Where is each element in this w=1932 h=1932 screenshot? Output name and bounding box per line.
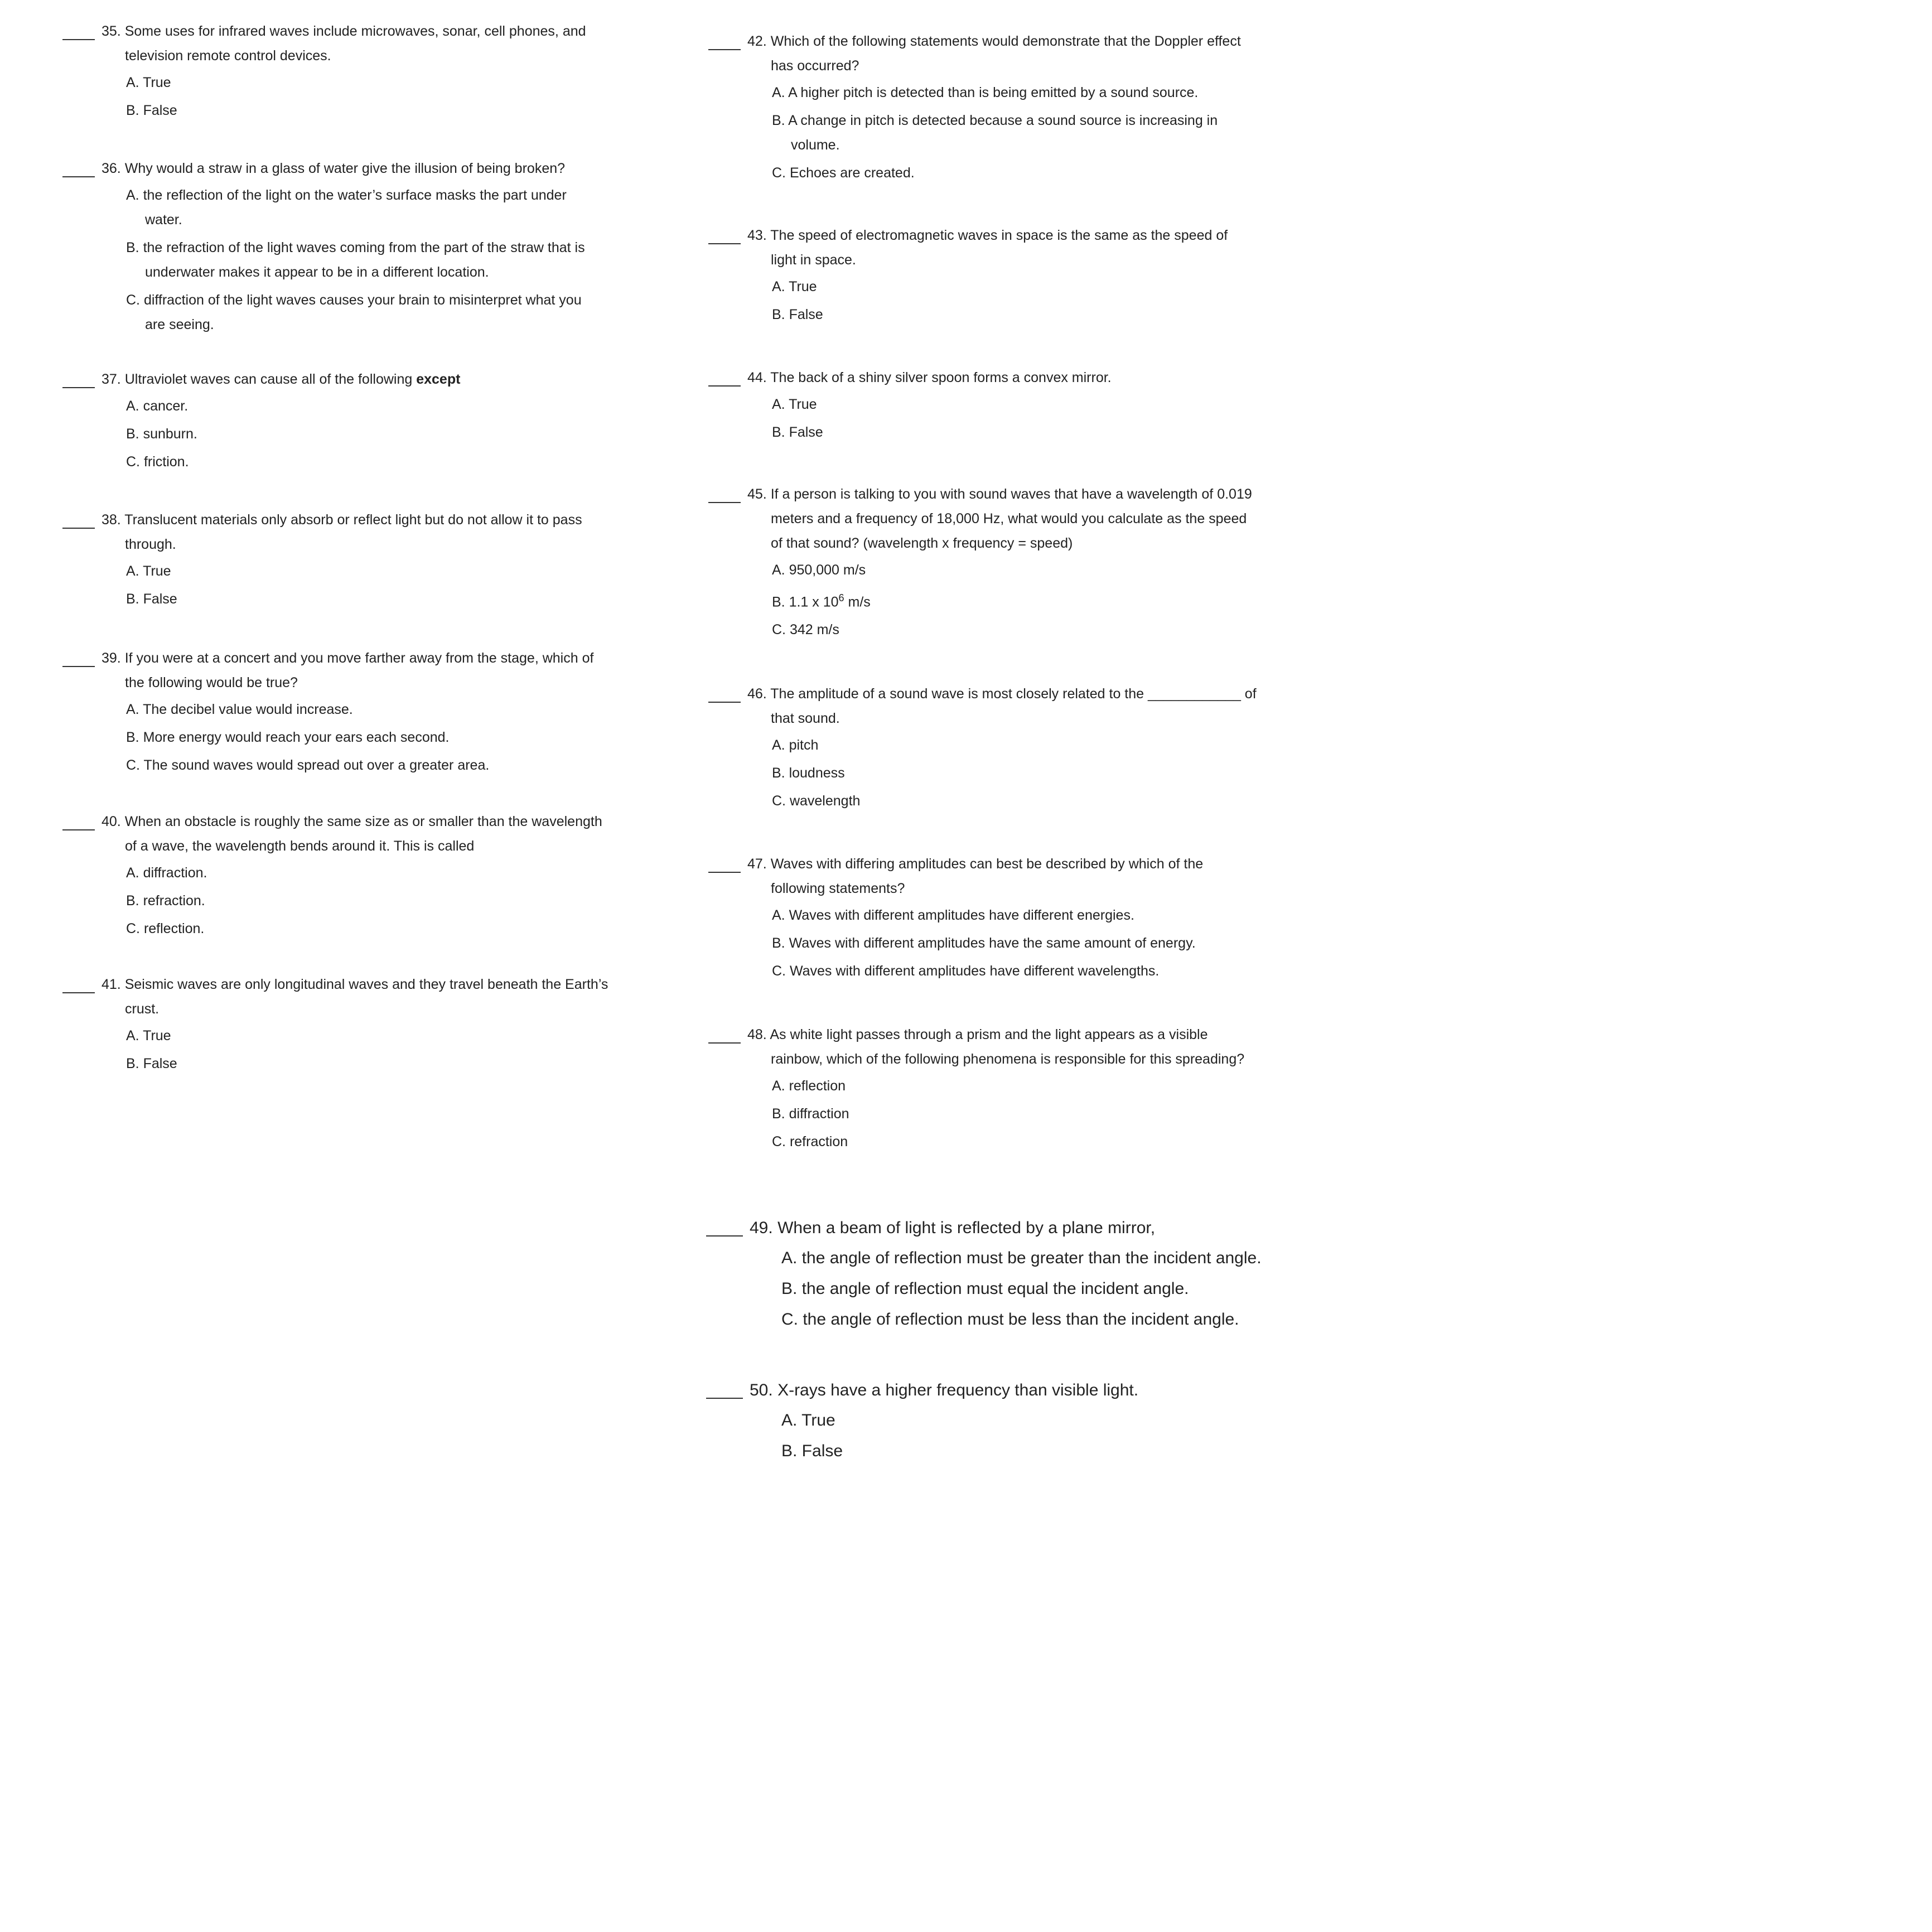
answer-blank[interactable]: [708, 223, 741, 244]
answer-blank[interactable]: [708, 29, 741, 50]
choice-c[interactable]: C. 342 m/s: [772, 622, 839, 638]
stem-line: crust.: [125, 1001, 160, 1017]
answer-blank[interactable]: [708, 482, 741, 503]
question-stem: [708, 852, 1333, 901]
stem-line: The amplitude of a sound wave is most closely related to the ____________ of: [770, 686, 1257, 702]
choice-b[interactable]: [708, 586, 1333, 614]
question-39: [62, 646, 654, 781]
question-number: 40.: [102, 814, 121, 829]
choice-b[interactable]: B. diffraction: [772, 1106, 849, 1122]
question-45: [708, 482, 1333, 645]
question-stem: [62, 508, 654, 557]
stem-line: Some uses for infrared waves include microwaves, sonar, cell phones, and: [124, 23, 586, 39]
stem-line: Which of the following statements would demonstrate that the Doppler effect: [770, 33, 1241, 49]
choice-c[interactable]: C. friction.: [126, 454, 189, 470]
choice-b[interactable]: B. False: [126, 591, 177, 607]
stem-line: of that sound? (wavelength x frequency = speed): [771, 535, 1073, 551]
question-stem: [706, 1214, 1347, 1242]
answer-blank[interactable]: [62, 367, 95, 388]
answer-blank[interactable]: [708, 365, 741, 387]
choice-a[interactable]: A. True: [126, 1028, 171, 1044]
choice-value: 1.1 x 10: [789, 594, 839, 610]
question-49: [706, 1214, 1347, 1336]
stem-line: X-rays have a higher frequency than visible light.: [777, 1381, 1139, 1399]
question-stem: [708, 1022, 1333, 1071]
question-stem: [62, 367, 654, 392]
choice-c[interactable]: C. Waves with different amplitudes have different wavelengths.: [772, 963, 1160, 979]
stem-line: of a wave, the wavelength bends around it. This is called: [125, 838, 475, 854]
question-stem: [708, 223, 1333, 272]
answer-blank[interactable]: [62, 809, 95, 830]
choice-b[interactable]: B. sunburn.: [126, 426, 197, 442]
choice-a[interactable]: A. the angle of reflection must be greater than the incident angle.: [781, 1249, 1262, 1267]
choice-label: B.: [772, 594, 785, 610]
question-stem: [62, 972, 654, 1021]
question-number: 43.: [747, 228, 767, 243]
stem-line: Translucent materials only absorb or reflect light but do not allow it to pass: [124, 512, 582, 528]
stem-emphasis: except: [416, 371, 461, 387]
choice-a[interactable]: A. True: [126, 75, 171, 90]
choice-c[interactable]: C. The sound waves would spread out over a greater area.: [126, 757, 490, 773]
choice-a[interactable]: [62, 183, 654, 232]
choice-a[interactable]: A. Waves with different amplitudes have different energies.: [772, 907, 1134, 923]
choice-a[interactable]: A. True: [126, 563, 171, 579]
question-number: 50.: [750, 1381, 773, 1399]
answer-blank[interactable]: [62, 508, 95, 529]
stem-line: light in space.: [771, 252, 856, 268]
choice-b[interactable]: B. False: [781, 1442, 843, 1460]
question-number: 48.: [747, 1027, 767, 1042]
question-stem: [62, 19, 654, 68]
choice-text: A. the reflection of the light on the water’s surface masks the part under: [126, 187, 567, 203]
answer-blank[interactable]: [708, 852, 741, 873]
choice-a[interactable]: A. True: [772, 397, 817, 412]
choice-b[interactable]: B. loudness: [772, 765, 845, 781]
stem-line: When an obstacle is roughly the same size as or smaller than the wavelength: [124, 814, 602, 829]
choice-c[interactable]: C. wavelength: [772, 793, 861, 809]
question-stem: [708, 682, 1333, 731]
stem-line: meters and a frequency of 18,000 Hz, what would you calculate as the speed: [771, 511, 1247, 527]
stem-line: television remote control devices.: [125, 48, 331, 64]
choice-text-cont: volume.: [791, 137, 840, 153]
answer-blank[interactable]: [62, 646, 95, 667]
choice-a[interactable]: A. True: [781, 1411, 835, 1429]
stem-line: Seismic waves are only longitudinal waves and they travel beneath the Earth’s: [124, 977, 608, 992]
stem-line: that sound.: [771, 711, 840, 726]
stem-line: If a person is talking to you with sound waves that have a wavelength of 0.019: [770, 486, 1252, 502]
question-stem: [708, 365, 1333, 390]
stem-line: Why would a straw in a glass of water give the illusion of being broken?: [124, 161, 566, 176]
stem-line: If you were at a concert and you move farther away from the stage, which of: [124, 650, 594, 666]
choice-a[interactable]: A. 950,000 m/s: [772, 562, 866, 578]
question-41: [62, 972, 654, 1079]
question-37: [62, 367, 654, 477]
answer-blank[interactable]: [62, 972, 95, 993]
choice-c[interactable]: C. Echoes are created.: [772, 165, 915, 181]
answer-blank[interactable]: [62, 19, 95, 40]
choice-text: B. A change in pitch is detected because a sound source is increasing in: [772, 113, 1218, 128]
question-number: 37.: [102, 371, 121, 387]
choice-text: B. the refraction of the light waves coming from the part of the straw that is: [126, 240, 585, 255]
stem-line: the following would be true?: [125, 675, 298, 690]
question-number: 44.: [747, 370, 767, 385]
stem-line: Waves with differing amplitudes can best be described by which of the: [770, 856, 1204, 872]
question-35: [62, 19, 654, 126]
choice-b[interactable]: B. More energy would reach your ears each second.: [126, 730, 450, 745]
answer-blank[interactable]: [708, 682, 741, 703]
question-stem: [708, 482, 1333, 556]
choice-b[interactable]: [708, 108, 1333, 157]
choice-a[interactable]: A. The decibel value would increase.: [126, 702, 353, 717]
stem-line: As white light passes through a prism and the light appears as a visible: [770, 1027, 1208, 1042]
stem-line: rainbow, which of the following phenomena is responsible for this spreading?: [771, 1051, 1245, 1067]
choice-b[interactable]: B. False: [772, 307, 823, 322]
question-48: [708, 1022, 1333, 1157]
question-stem: [62, 156, 654, 181]
choice-c[interactable]: C. refraction: [772, 1134, 848, 1149]
choice-c[interactable]: C. reflection.: [126, 921, 205, 936]
answer-blank[interactable]: [708, 1022, 741, 1044]
question-number: 36.: [102, 161, 121, 176]
answer-blank[interactable]: [706, 1214, 743, 1237]
question-46: [708, 682, 1333, 817]
answer-blank[interactable]: [62, 156, 95, 177]
stem-line: following statements?: [771, 881, 905, 896]
question-38: [62, 508, 654, 615]
choice-b[interactable]: B. the angle of reflection must equal the incident angle.: [781, 1279, 1189, 1298]
choice-a[interactable]: A. cancer.: [126, 398, 189, 414]
choice-c[interactable]: [62, 288, 654, 337]
question-50: [706, 1376, 1347, 1468]
choice-c[interactable]: C. the angle of reflection must be less than the incident angle.: [781, 1310, 1239, 1329]
choice-text-cont: water.: [145, 212, 182, 228]
choice-b[interactable]: B. False: [772, 424, 823, 440]
stem-text: Ultraviolet waves can cause all of the following: [124, 371, 417, 387]
question-36: [62, 156, 654, 340]
choice-b[interactable]: B. refraction.: [126, 893, 205, 909]
choice-a[interactable]: A. reflection: [772, 1078, 846, 1094]
question-number: 49.: [750, 1219, 773, 1237]
choice-b[interactable]: [62, 235, 654, 284]
choice-a[interactable]: A. diffraction.: [126, 865, 207, 881]
question-number: 47.: [747, 856, 767, 872]
question-stem: [706, 1376, 1347, 1404]
question-43: [708, 223, 1333, 330]
question-number: 42.: [747, 33, 767, 49]
question-40: [62, 809, 654, 944]
choice-b[interactable]: B. False: [126, 1056, 177, 1071]
question-number: 39.: [102, 650, 121, 666]
question-47: [708, 852, 1333, 987]
question-stem: [62, 809, 654, 858]
choice-text-cont: underwater makes it appear to be in a different location.: [145, 264, 489, 280]
stem-line: through.: [125, 537, 176, 552]
question-number: 35.: [102, 23, 121, 39]
stem-line: The back of a shiny silver spoon forms a convex mirror.: [770, 370, 1112, 385]
stem-line: The speed of electromagnetic waves in space is the same as the speed of: [770, 228, 1228, 243]
answer-blank[interactable]: [706, 1376, 743, 1399]
question-number: 38.: [102, 512, 121, 528]
choice-a[interactable]: A. pitch: [772, 737, 819, 753]
question-42: [708, 29, 1333, 189]
question-44: [708, 365, 1333, 448]
choice-unit: m/s: [844, 594, 871, 610]
choice-b[interactable]: B. Waves with different amplitudes have the same amount of energy.: [772, 935, 1196, 951]
question-stem: [62, 646, 654, 695]
choice-text: C. diffraction of the light waves causes your brain to misinterpret what you: [126, 292, 582, 308]
choice-b[interactable]: B. False: [126, 103, 177, 118]
question-number: 46.: [747, 686, 767, 702]
question-number: 41.: [102, 977, 121, 992]
choice-a[interactable]: A. True: [772, 279, 817, 294]
question-number: 45.: [747, 486, 767, 502]
choice-exponent: 6: [838, 592, 844, 603]
choice-text-cont: are seeing.: [145, 317, 214, 332]
question-stem: [708, 29, 1333, 78]
choice-a[interactable]: A. A higher pitch is detected than is being emitted by a sound source.: [772, 85, 1199, 100]
stem-line: has occurred?: [771, 58, 859, 74]
stem-line: When a beam of light is reflected by a plane mirror,: [777, 1219, 1156, 1237]
